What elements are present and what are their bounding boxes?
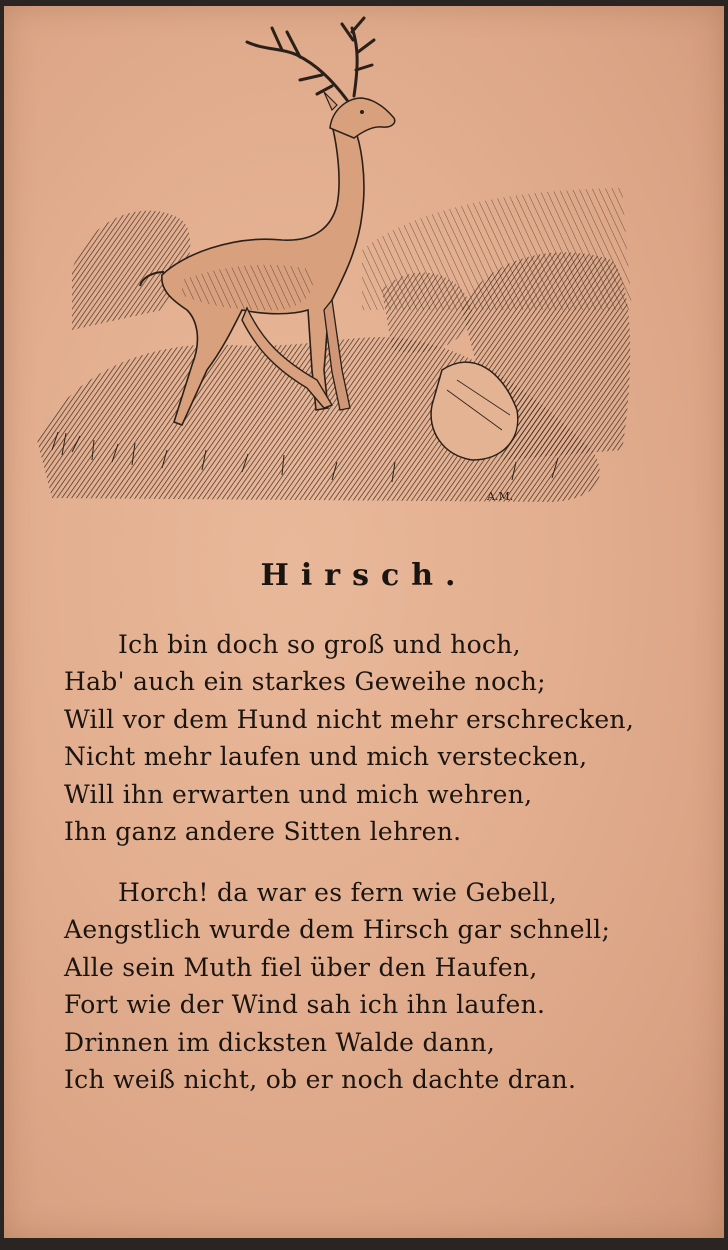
engraver-signature: A.M. (487, 490, 514, 503)
book-page (4, 6, 724, 1238)
poem-title: Hirsch. (260, 558, 468, 593)
stanza-2 (64, 874, 624, 1098)
stanza-1-line-6: Ihn ganz andere Sitten lehren. (64, 817, 462, 847)
stanza-1 (64, 626, 635, 850)
stanza-1-line-3: Will vor dem Hund nicht mehr erschrecken, (64, 704, 635, 734)
stanza-1-line-1: Ich bin doch so groß und hoch, (118, 630, 521, 659)
stanza-2-line-3: Alle sein Muth fiel über den Haufen, (64, 952, 538, 982)
stag-engraving (32, 10, 642, 510)
stanza-2-line-6: Ich weiß nicht, ob er noch dachte dran. (64, 1065, 577, 1095)
stanza-1-line-5: Will ihn erwarten und mich wehren, (64, 779, 533, 809)
stanza-1-line-2: Hab' auch ein starkes Geweihe noch; (64, 667, 546, 697)
stanza-2-line-4: Fort wie der Wind sah ich ihn laufen. (64, 990, 546, 1020)
stanza-2-line-5: Drinnen im dicksten Walde dann, (64, 1027, 496, 1057)
stanza-2-line-1: Horch! da war es fern wie Gebell, (118, 878, 558, 907)
stanza-2-line-2: Aengstlich wurde dem Hirsch gar schnell; (64, 915, 611, 945)
stanza-1-line-4: Nicht mehr laufen und mich verstecken, (64, 742, 588, 772)
